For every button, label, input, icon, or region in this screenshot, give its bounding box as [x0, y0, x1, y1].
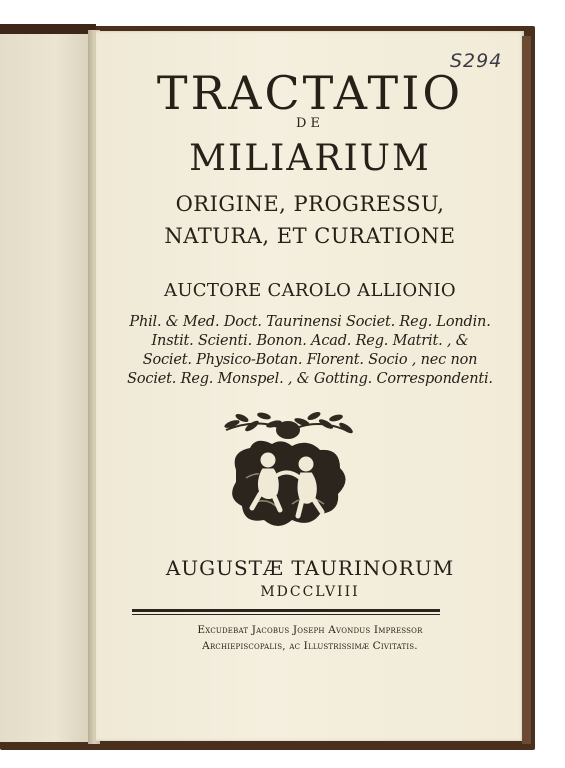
credential-line: Societ. Physico-Botan. Florent. Socio , nec non: [142, 352, 478, 368]
left-endpaper: [0, 34, 92, 742]
author-line: AUCTORE CAROLO ALLIONIO: [164, 280, 456, 301]
double-rule-thin: [132, 614, 440, 615]
imprint-year: MDCCLVIII: [260, 584, 360, 600]
subtitle-line-1: ORIGINE, PROGRESSU,: [175, 192, 445, 216]
imprint-place: AUGUSTÆ TAURINORUM: [165, 556, 455, 580]
cherubs-vignette-icon: [222, 408, 354, 538]
subtitle-line-2: NATURA, ET CURATIONE: [164, 224, 456, 248]
double-rule: [132, 609, 440, 612]
credential-line: Phil. & Med. Doct. Taurinensi Societ. Reg. Londin.: [129, 314, 491, 330]
cover-edge: [0, 24, 96, 34]
shelfmark: S294: [450, 50, 503, 72]
credential-line: Instit. Scienti. Bonon. Acad. Reg. Matrit. , &: [151, 333, 469, 349]
credential-line: Societ. Reg. Monspel. , & Gotting. Correspondenti.: [127, 371, 493, 387]
printer-line: Archiepiscopalis, ac Illustrissimæ Civitatis.: [202, 640, 418, 652]
book-title: TRACTATIO: [156, 66, 464, 120]
title-de: DE: [296, 116, 324, 131]
book-subject: MILIARIUM: [189, 138, 431, 179]
printer-line: Excudebat Jacobus Joseph Avondus Impressor: [197, 624, 423, 636]
